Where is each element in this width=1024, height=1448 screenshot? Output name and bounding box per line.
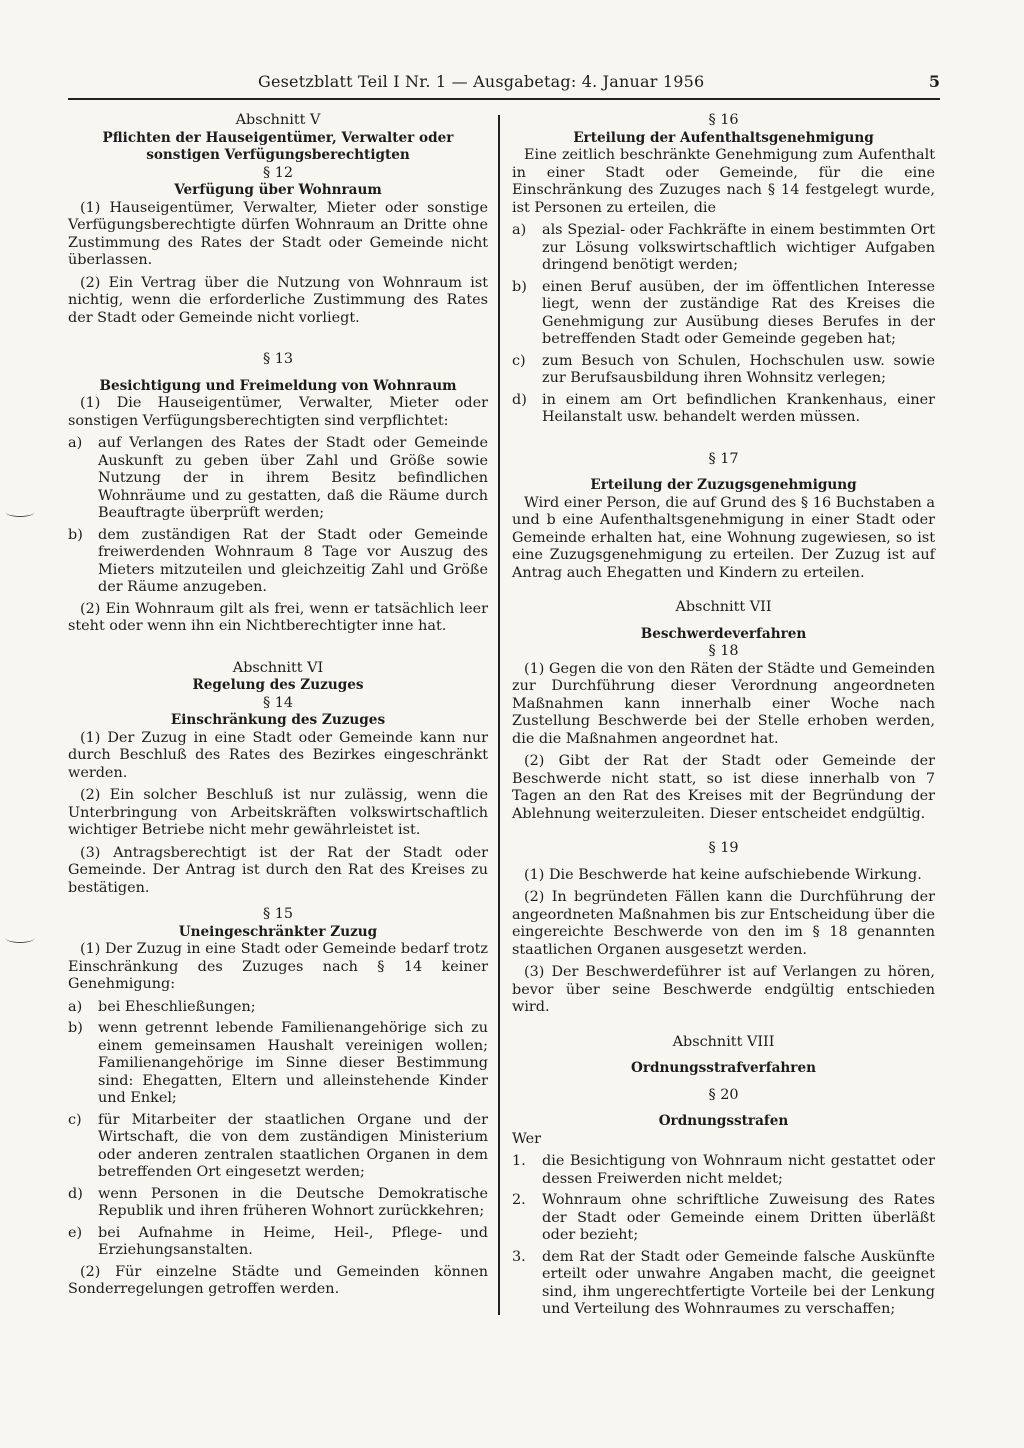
list-item [512,1192,935,1245]
list-label: b) [512,278,527,295]
list-item [512,279,935,349]
section-title: Regelung des Zuzuges [192,677,364,693]
list-text: in einem am Ort befindlichen Krankenhaus, einer Heilanstalt usw. behandelt werden müssen. [542,391,935,425]
list-label: c) [512,352,526,369]
body-paragraph: (2) Ein Wohnraum gilt als frei, wenn er tatsächlich leer steht oder wenn ihn ein Nichtberechtigter inne hat. [68,600,488,634]
paragraph-title: Ordnungsstrafen [658,1113,789,1129]
list-label: c) [68,1111,82,1128]
paragraph-number: § 19 [708,840,739,856]
body-paragraph: (3) Antragsberechtigt ist der Rat der Stadt oder Gemeinde. Der Antrag ist durch den Rat des Kreises zu bestätigen. [68,844,488,896]
list-text: Wohnraum ohne schriftliche Zuweisung des Rates der Stadt oder Gemeinde einem Dritten überläßt oder bezieht; [542,1192,935,1243]
paragraph-number: § 16 [708,112,739,128]
body-paragraph: (1) Der Zuzug in eine Stadt oder Gemeinde kann nur durch Beschluß des Rates des Bezirkes eingeschränkt werden. [68,729,488,781]
paragraph-title: Erteilung der Aufenthaltsgenehmigung [573,129,874,146]
paragraph-title: Erteilung der Zuzugsgenehmigung [590,477,857,493]
page-header [68,68,940,100]
list-text: bei Eheschließungen; [98,998,256,1015]
paragraph-title: Verfügung über Wohnraum [174,182,382,198]
body-paragraph: Wer [512,1130,542,1147]
header-title: Gesetzblatt Teil I Nr. 1 — Ausgabetag: 4. Januar 1956 [258,72,705,91]
list-text: als Spezial- oder Fachkräfte in einem bestimmten Ort zur Lösung volkswirtschaftlich wichtiger Aufgaben dringend benötigt werden; [542,222,935,273]
paragraph-number: § 13 [262,351,294,367]
section-heading: Abschnitt VII [675,599,772,615]
list-label: d) [68,1185,83,1202]
list-label: a) [68,435,83,451]
list-item [68,1020,488,1108]
list-item [68,999,488,1017]
list-text: die Besichtigung von Wohnraum nicht gestattet oder dessen Freiwerden nicht meldet; [542,1153,935,1187]
list-label: b) [68,526,83,543]
section-heading: Abschnitt VIII [672,1033,775,1050]
list-text: auf Verlangen des Rates der Stadt oder Gemeinde Auskunft zu geben über Zahl und Größe sowie Nutzung der in ihrem Besitz befindlichen Wohnräume und zu gestatten, daß die Räume durch Beauftragte überprüft werden; [98,435,488,521]
list-label: a) [512,222,527,238]
list-label: d) [512,391,527,408]
list-text: wenn getrennt lebende Familienangehörige sich zu einem gemeinsamen Haushalt vereinigen wollen; Familienangehörige im Sinne dieser Bestimmung sind: Ehegatten, Eltern und alleinstehende Kinder und Enkel; [98,1020,488,1106]
list-text: einen Beruf ausüben, der im öffentlichen Interesse liegt, wenn der zuständige Rat des Kreises die Genehmigung zur Ausübung dieses Berufes in der betreffenden Stadt oder Gemeinde gegeben hat; [542,278,935,347]
list-item [68,527,488,597]
section-title: Beschwerdeverfahren [640,625,807,642]
list-item [512,222,935,275]
list-text: dem zuständigen Rat der Stadt oder Gemeinde freiwerdenden Wohnraum 8 Tage vor Auszug des Mieters mitzuteilen und gleichzeitig Zahl und Größe der Räume anzugeben. [98,526,488,595]
list-text: wenn Personen in die Deutsche Demokratische Republik und ihren früheren Wohnort zurückkehren; [98,1185,488,1219]
list-item [512,1153,935,1188]
list-label: e) [68,1224,83,1241]
body-paragraph: (2) Ein solcher Beschluß ist nur zulässig, wenn die Unterbringung von Arbeitskräften volkswirtschaftlich wichtiger Betriebe nicht mehr gewährleistet ist. [68,787,488,838]
page-number: 5 [928,72,940,91]
list-item [68,1225,488,1260]
right-column [512,112,935,1323]
list-item [512,353,935,388]
paragraph-title: Uneingeschränkter Zuzug [178,923,378,940]
list-item [68,1186,488,1221]
list-text: dem Rat der Stadt oder Gemeinde falsche Auskünfte erteilt oder unwahre Angaben macht, die geeignet sind, ihm ungerechtfertigte Vorteile bei der Lenkung und Verteilung des Wohnraumes zu verschaffen; [542,1248,935,1317]
section-title: Ordnungsstrafverfahren [630,1060,816,1076]
body-paragraph: Eine zeitlich beschränkte Genehmigung zum Aufenthalt in einer Stadt oder Gemeinde, für die eine Einschränkung des Zuzuges nach § 14 festgelegt wurde, ist Personen zu erteilen, die [512,147,935,216]
paragraph-number: § 15 [262,906,294,922]
list-label: b) [68,1020,83,1036]
list-item [512,392,935,427]
body-paragraph: (1) Der Zuzug in eine Stadt oder Gemeinde bedarf trotz Einschränkung des Zuzuges nach § 14 keiner Genehmigung: [68,941,488,992]
list-label: 1. [512,1153,526,1169]
list-item [512,1249,935,1319]
margin-mark [6,508,34,517]
paragraph-number: § 17 [708,450,739,467]
section-title: Pflichten der Hauseigentümer, Verwalter oder sonstigen Verfügungsberechtigten [102,129,454,163]
list-text: für Mitarbeiter der staatlichen Organe und der Wirtschaft, die von dem zuständigen Ministerium oder anderen zentralen staatlichen Organen in dem betreffenden Ort eingesetzt werden; [98,1111,488,1180]
body-paragraph: (2) Für einzelne Städte und Gemeinden können Sonderregelungen getroffen werden. [68,1263,488,1297]
paragraph-number: § 20 [708,1086,739,1103]
paragraph-number: § 18 [708,643,739,659]
section-heading: Abschnitt VI [232,659,324,676]
list-text: zum Besuch von Schulen, Hochschulen usw. sowie zur Berufsausbildung ihren Wohnsitz verlegen; [542,352,935,386]
body-paragraph: Wird einer Person, die auf Grund des § 16 Buchstaben a und b eine Aufenthaltsgenehmigung in einer Stadt oder Gemeinde erhalten hat, eine Wohnung zugewiesen, so ist eine Zuzugsgenehmigung zu erteilen. Der Zuzug ist auf Antrag auch Ehegatten und Kindern zu erteilen. [512,494,935,581]
body-paragraph: (2) In begründeten Fällen kann die Durchführung der angeordneten Maßnahmen bis zur Entscheidung über die eingereichte Beschwerde von den im § 18 genannten staatlichen Organen ausgesetzt werden. [512,889,935,958]
list-label: 3. [512,1248,526,1265]
list-label: 2. [512,1192,526,1208]
paragraph-number: § 14 [262,694,294,711]
left-column [68,112,488,1304]
paragraph-title: Einschränkung des Zuzuges [170,712,386,728]
body-paragraph: (1) Gegen die von den Räten der Städte und Gemeinden zur Durchführung dieser Verordnung angeordneten Maßnahmen kann innerhalb einer Woche nach Zustellung Beschwerde bei der Stelle erhoben werden, die die Maßnahmen angeordnet hat. [512,660,935,747]
body-paragraph: (2) Gibt der Rat der Stadt oder Gemeinde der Beschwerde nicht statt, so ist diese innerhalb von 7 Tagen an den Rat des Kreises mit der Begründung der Ablehnung weiterzuleiten. Dieser entscheidet endgültig. [512,753,935,822]
column-divider [498,115,500,1315]
body-paragraph: (2) Ein Vertrag über die Nutzung von Wohnraum ist nichtig, wenn die erforderliche Zustimmung des Rates der Stadt oder Gemeinde nicht vorliegt. [68,274,488,326]
body-paragraph: (3) Der Beschwerdeführer ist auf Verlangen zu hören, bevor über seine Beschwerde endgültig entschieden wird. [512,964,935,1015]
list-text: bei Aufnahme in Heime, Heil-, Pflege- und Erziehungsanstalten. [98,1224,488,1258]
list-item [68,1112,488,1182]
body-paragraph: (1) Die Hauseigentümer, Verwalter, Mieter oder sonstigen Verfügungsberechtigten sind verpflichtet: [68,395,488,429]
list-label: a) [68,998,83,1015]
paragraph-number: § 12 [262,164,294,181]
section-heading: Abschnitt V [235,112,321,128]
body-paragraph: (1) Hauseigentümer, Verwalter, Mieter oder sonstige Verfügungsberechtigte dürfen Wohnraum an Dritte ohne Zustimmung des Rates der Stadt oder Gemeinde nicht überlassen. [68,199,488,268]
list-item [68,435,488,523]
margin-mark [6,934,34,943]
body-paragraph: (1) Die Beschwerde hat keine aufschiebende Wirkung. [524,866,922,883]
paragraph-title: Besichtigung und Freimeldung von Wohnraum [99,377,457,394]
